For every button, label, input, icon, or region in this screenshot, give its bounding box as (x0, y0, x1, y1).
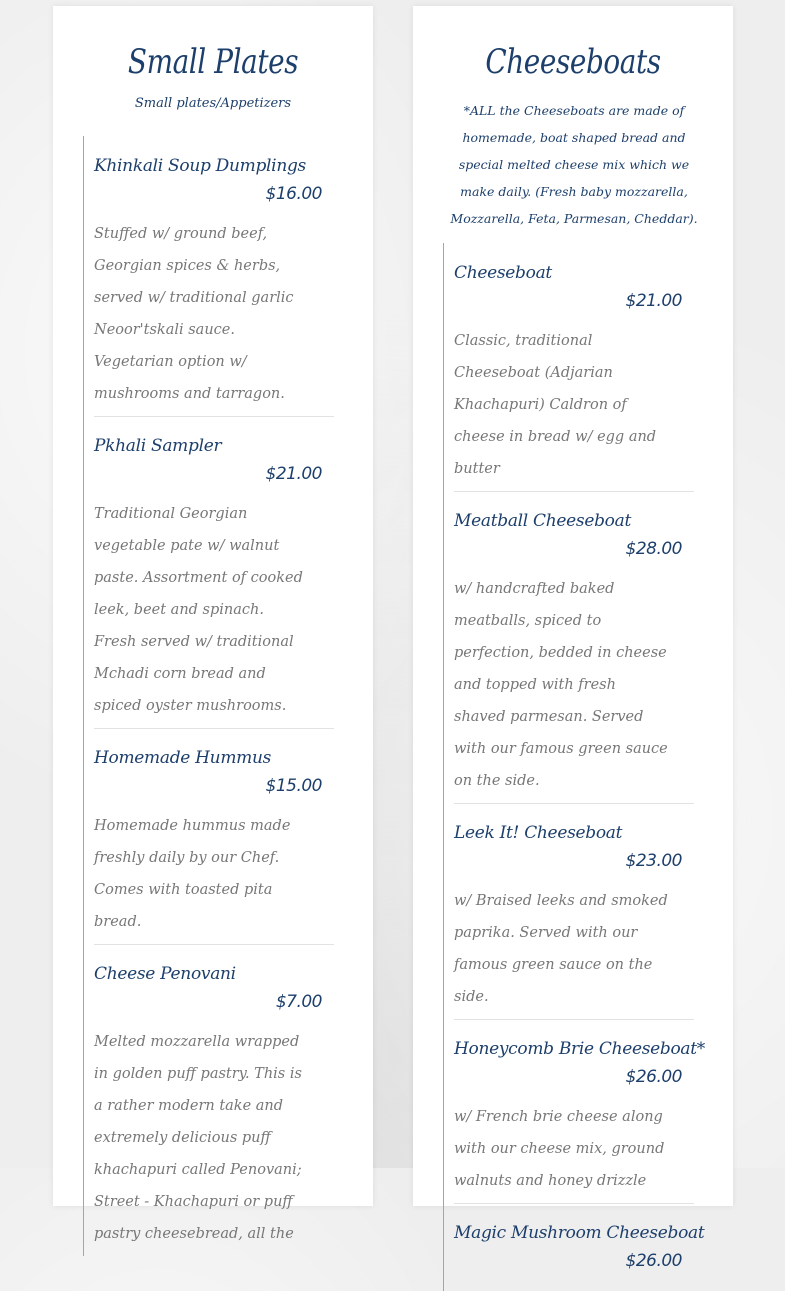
menu-item (444, 243, 694, 491)
item-description: Classic, traditional Cheeseboat (Adjarian Khachapuri) Caldron of cheese in bread w/ egg and butter (454, 333, 657, 477)
menu-item (444, 491, 694, 803)
item-name: Pkhali Sampler (94, 436, 222, 456)
item-description: Stuffed w/ ground beef, Georgian spices & herbs, served w/ traditional garlic Neoor'tskali sauce. Vegetarian option w/ mushrooms and tarragon. (94, 226, 294, 402)
section-subtitle: Small plates/Appetizers (134, 96, 292, 111)
cheeseboats-column (413, 6, 733, 1271)
menu-item (444, 1203, 705, 1291)
item-name: Cheeseboat (454, 263, 552, 283)
item-name: Khinkali Soup Dumplings (94, 156, 306, 176)
menu-item (84, 944, 334, 1256)
item-description (454, 1275, 694, 1291)
item-description: w/ Braised leeks and smoked paprika. Served with our famous green sauce on the side. (454, 893, 668, 1005)
item-price: $15.00 (265, 776, 322, 796)
item-name: Cheese Penovani (94, 964, 236, 984)
item-description: w/ French brie cheese along with our cheese mix, ground walnuts and honey drizzle (454, 1109, 665, 1189)
item-name: Magic Mushroom Cheeseboat (454, 1223, 705, 1243)
item-price: $26.00 (625, 1251, 682, 1271)
item-price: $7.00 (275, 992, 322, 1012)
item-description: w/ handcrafted baked meatballs, spiced to perfection, bedded in cheese and topped with fresh shaved parmesan. Served with our famous green sauce on the side. (454, 581, 668, 789)
item-name: Meatball Cheeseboat (454, 511, 631, 531)
item-price: $21.00 (625, 291, 682, 311)
menu-item (444, 803, 694, 1019)
item-name: Homemade Hummus (94, 748, 272, 768)
item-name: Honeycomb Brie Cheeseboat* (454, 1039, 706, 1059)
menu-item (84, 728, 334, 944)
item-description: Traditional Georgian vegetable pate w/ walnut paste. Assortment of cooked leek, beet and spinach. Fresh served w/ traditional Mchadi corn bread and spiced oyster mushrooms. (94, 506, 303, 714)
item-description: Homemade hummus made freshly daily by our Chef. Comes with toasted pita bread. (94, 818, 291, 930)
menu-item (84, 136, 334, 416)
item-price: $21.00 (265, 464, 322, 484)
menu-item-list (83, 136, 334, 1256)
item-description: Melted mozzarella wrapped in golden puff pastry. This is a rather modern take and extremely delicious puff khachapuri called Penovani; Street - Khachapuri or puff pastry cheesebread, all the (94, 1034, 302, 1242)
menu-item (84, 416, 334, 728)
item-price: $28.00 (625, 539, 682, 559)
section-subtitle: *ALL the Cheeseboats are made of homemade, boat shaped bread and special melted cheese mix which we make daily. (Fresh baby mozzarella, Mozzarella, Feta, Parmesan, Cheddar). (450, 103, 698, 226)
small-plates-column (53, 6, 373, 1242)
menu-item (444, 1019, 706, 1203)
item-price: $16.00 (265, 184, 322, 204)
menu-item-list (443, 243, 706, 1291)
section-title: Small Plates (127, 42, 299, 82)
item-price: $23.00 (625, 851, 682, 871)
item-name: Leek It! Cheeseboat (454, 823, 623, 843)
section-title: Cheeseboats (485, 42, 661, 82)
item-price: $26.00 (625, 1067, 682, 1087)
